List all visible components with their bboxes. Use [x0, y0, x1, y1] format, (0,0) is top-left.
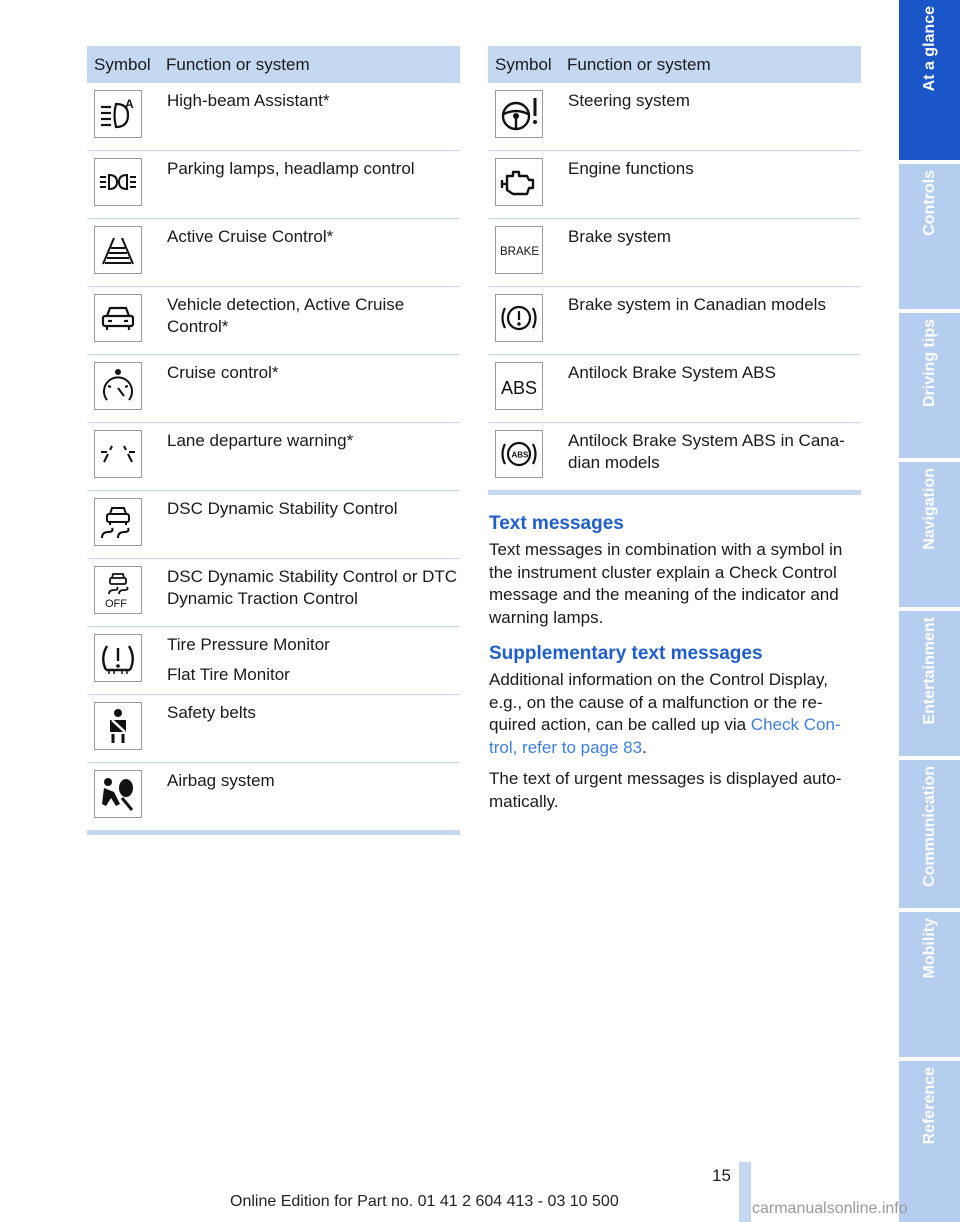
tab-label: Mobility: [920, 918, 938, 979]
tab-mobility[interactable]: [899, 912, 960, 1057]
abs-canadian-icon-text: ABS: [511, 450, 529, 460]
symbol-table-left: [87, 46, 460, 835]
svg-text:A: A: [125, 97, 134, 111]
row-label: Parking lamps, headlamp control: [167, 159, 415, 178]
row-label: Active Cruise Control*: [167, 227, 334, 246]
header-symbol: Symbol: [495, 54, 552, 74]
section-body-text-messages: Text messages in combination with a symbol in the instrument cluster explain a Check Control message and the meaning of the indicator and warning lamps.: [489, 540, 843, 627]
row-label: [167, 627, 457, 694]
row-label: DSC Dynamic Stability Control: [167, 499, 398, 518]
brake-icon-text: BRAKE: [500, 246, 539, 258]
page-number: 15: [712, 1166, 731, 1185]
supplementary-period: .: [642, 737, 647, 757]
row-label: Antilock Brake System ABS: [568, 363, 776, 382]
parking-lamps-icon: [98, 162, 138, 202]
row-label: Lane departure warning*: [167, 431, 354, 450]
section-body-urgent: The text of urgent messages is displayed auto-matically.: [489, 769, 842, 811]
row-label: DSC Dynamic Stability Control or DTC Dynamic Traction Control: [167, 567, 458, 608]
supplementary-text: Additional information on the Control Display, e.g., on the cause of a malfunction or the re-quired action, can be called up via: [489, 670, 828, 734]
check-control-link[interactable]: Check Con-trol, refer to page 83: [489, 715, 841, 757]
dsc-icon: [98, 502, 138, 542]
tab-entertainment[interactable]: [899, 611, 960, 756]
table-row: [87, 763, 460, 831]
table-row: [488, 423, 861, 491]
brake-canadian-icon: [499, 298, 539, 338]
steering-system-icon: [499, 94, 539, 134]
header-symbol: Symbol: [94, 54, 151, 74]
table-row: [87, 287, 460, 355]
row-label: Engine functions: [568, 159, 694, 178]
table-header: [87, 46, 460, 83]
table-row: [488, 355, 861, 423]
tab-label: Navigation: [920, 468, 938, 550]
tab-label: Driving tips: [920, 319, 938, 408]
section-title-supplementary: Supplementary text messages: [489, 643, 763, 664]
table-row: [488, 151, 861, 219]
page-number-bar: [739, 1162, 751, 1222]
tab-controls[interactable]: [899, 164, 960, 309]
row-label: Cruise control*: [167, 363, 279, 382]
row-label: High-beam Assistant*: [167, 91, 330, 110]
tab-label: Communication: [920, 766, 938, 887]
table-footer-bar: [488, 491, 861, 495]
section-title-text-messages: Text messages: [489, 513, 624, 534]
chapter-tabs: [899, 0, 960, 1222]
section-body-supplementary: [489, 669, 864, 759]
safety-belt-icon: [98, 706, 138, 746]
row-label-line2: Flat Tire Monitor: [167, 665, 290, 684]
tab-at-a-glance[interactable]: [899, 0, 960, 160]
row-label: Airbag system: [167, 771, 275, 790]
tab-navigation[interactable]: [899, 462, 960, 607]
row-label: Steering system: [568, 91, 690, 110]
table-row: [488, 287, 861, 355]
active-cruise-control-icon: [98, 230, 138, 270]
tab-reference[interactable]: [899, 1061, 960, 1222]
header-function: Function or system: [166, 54, 310, 74]
row-label-line1: Tire Pressure Monitor: [167, 635, 330, 654]
brake-text-icon: [499, 230, 539, 270]
tab-label: Entertainment: [920, 617, 938, 725]
tab-label: Controls: [920, 170, 938, 236]
vehicle-detection-icon: [98, 298, 138, 338]
dsc-off-label: OFF: [105, 598, 127, 610]
row-label: Brake system in Canadian models: [568, 295, 826, 314]
table-row: [87, 559, 460, 627]
table-row: [87, 83, 460, 151]
row-label: Antilock Brake System ABS in Cana-dian models: [568, 431, 845, 472]
airbag-icon: [98, 774, 138, 814]
watermark: carmanualsonline.info: [752, 1200, 908, 1217]
table-row: [87, 491, 460, 559]
tab-communication[interactable]: [899, 760, 960, 908]
tab-label: Reference: [920, 1067, 938, 1145]
dsc-off-icon: [98, 570, 138, 610]
symbol-table-right: [488, 46, 861, 495]
tab-driving-tips[interactable]: [899, 313, 960, 458]
engine-functions-icon: [499, 162, 539, 202]
table-row: [87, 151, 460, 219]
table-row: [488, 219, 861, 287]
abs-canadian-icon: [499, 434, 539, 474]
tab-label: At a glance: [920, 6, 938, 92]
header-function: Function or system: [567, 54, 711, 74]
table-row: [87, 355, 460, 423]
table-row: [488, 83, 861, 151]
footer-text: Online Edition for Part no. 01 41 2 604 413 - 03 10 500: [230, 1193, 619, 1210]
abs-icon-text: ABS: [501, 378, 538, 398]
table-header: [488, 46, 861, 83]
cruise-control-icon: [98, 366, 138, 406]
table-row: [87, 695, 460, 763]
lane-departure-icon: [98, 434, 138, 474]
abs-text-icon: [499, 366, 539, 406]
row-label: Vehicle detection, Active Cruise Control*: [167, 295, 405, 336]
high-beam-assistant-icon: [98, 94, 138, 134]
table-row: [87, 423, 460, 491]
tire-pressure-icon: [98, 638, 138, 678]
table-row: [87, 627, 460, 695]
text-messages-section: [489, 513, 864, 822]
row-label: Safety belts: [167, 703, 256, 722]
row-label: Brake system: [568, 227, 671, 246]
table-row: [87, 219, 460, 287]
table-footer-bar: [87, 831, 460, 835]
